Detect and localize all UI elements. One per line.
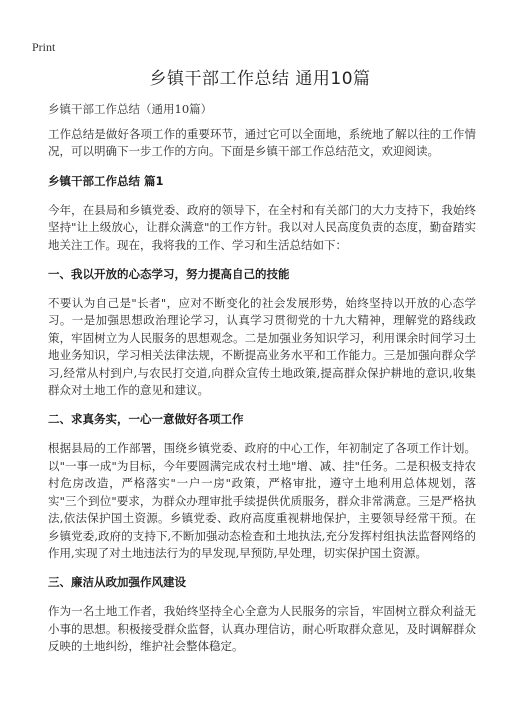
section-title: 乡镇干部工作总结 篇1 — [48, 173, 164, 188]
block-paragraph-3: 作为一名土地工作者，我始终坚持全心全意为人民服务的宗旨，牢固树立群众利益无小事的思想。积极接受群众监督，认真办理信访，耐心听取群众意见，及时调解群众反映的土地纠纷，维护社会整体稳定。 — [48, 604, 476, 654]
block-heading-3: 三、廉洁从政加强作风建设 — [48, 575, 186, 590]
section-intro-paragraph: 今年，在县局和乡镇党委、政府的领导下，在全村和有关部门的大力支持下，我始终坚持"让上级放心，让群众满意"的工作方针。我以对人民高度负责的态度，勤奋踏实地关注工作。现在，我将我的工作、学习和生活总结如下： — [48, 202, 476, 252]
intro-paragraph: 工作总结是做好各项工作的重要环节，通过它可以全面地，系统地了解以往的工作情况，可以明确下一步工作的方向。下面是乡镇干部工作总结范文，欢迎阅读。 — [48, 127, 476, 159]
document-title: 乡镇干部工作总结 通用10篇 — [149, 69, 371, 89]
block-heading-1: 一、我以开放的心态学习，努力提高自己的技能 — [48, 267, 290, 282]
document-body — [48, 126, 476, 668]
block-heading-2: 二、求真务实，一心一意做好各项工作 — [48, 412, 244, 427]
block-paragraph-1: 不要认为自己是"长者"，应对不断变化的社会发展形势，始终坚持以开放的心态学习。一是加强思想政治理论学习，认真学习贯彻党的十九大精神，理解党的路线政策，牢固树立为人民服务的思想观念。二是加强业务知识学习，利用课余时间学习土地业务知识，学习相关法律法规，不断提高业务水平和工作能力。三是加强向群众学习,经常从村到户,与农民打交道,向群众宣传土地政策,提高群众保护耕地的意识,收集群众对土地工作的意见和建议。 — [48, 296, 476, 398]
block-paragraph-2: 根据县局的工作部署，围绕乡镇党委、政府的中心工作，年初制定了各项工作计划。以"一事一成"为目标，今年要圆满完成农村土地"增、减、挂"任务。二是积极支持农村危房改造，严格落实"一户一房"政策，严格审批，遵守土地利用总体规划，落实"三个到位"要求，为群众办理审批手续提供优质服务，群众非常满意。三是严格执法,依法保护国土资源。乡镇党委、政府高度重视耕地保护，主要领导经常干预。在乡镇党委,政府的支持下,不断加强动态检查和土地执法,充分发挥村组执法监督网络的作用,实现了对土地违法行为的早发现,早预防,早处理，切实保护国土资源。 — [48, 441, 476, 560]
print-link[interactable]: Print — [32, 40, 56, 54]
document-subtitle: 乡镇干部工作总结（通用10篇） — [48, 102, 213, 116]
